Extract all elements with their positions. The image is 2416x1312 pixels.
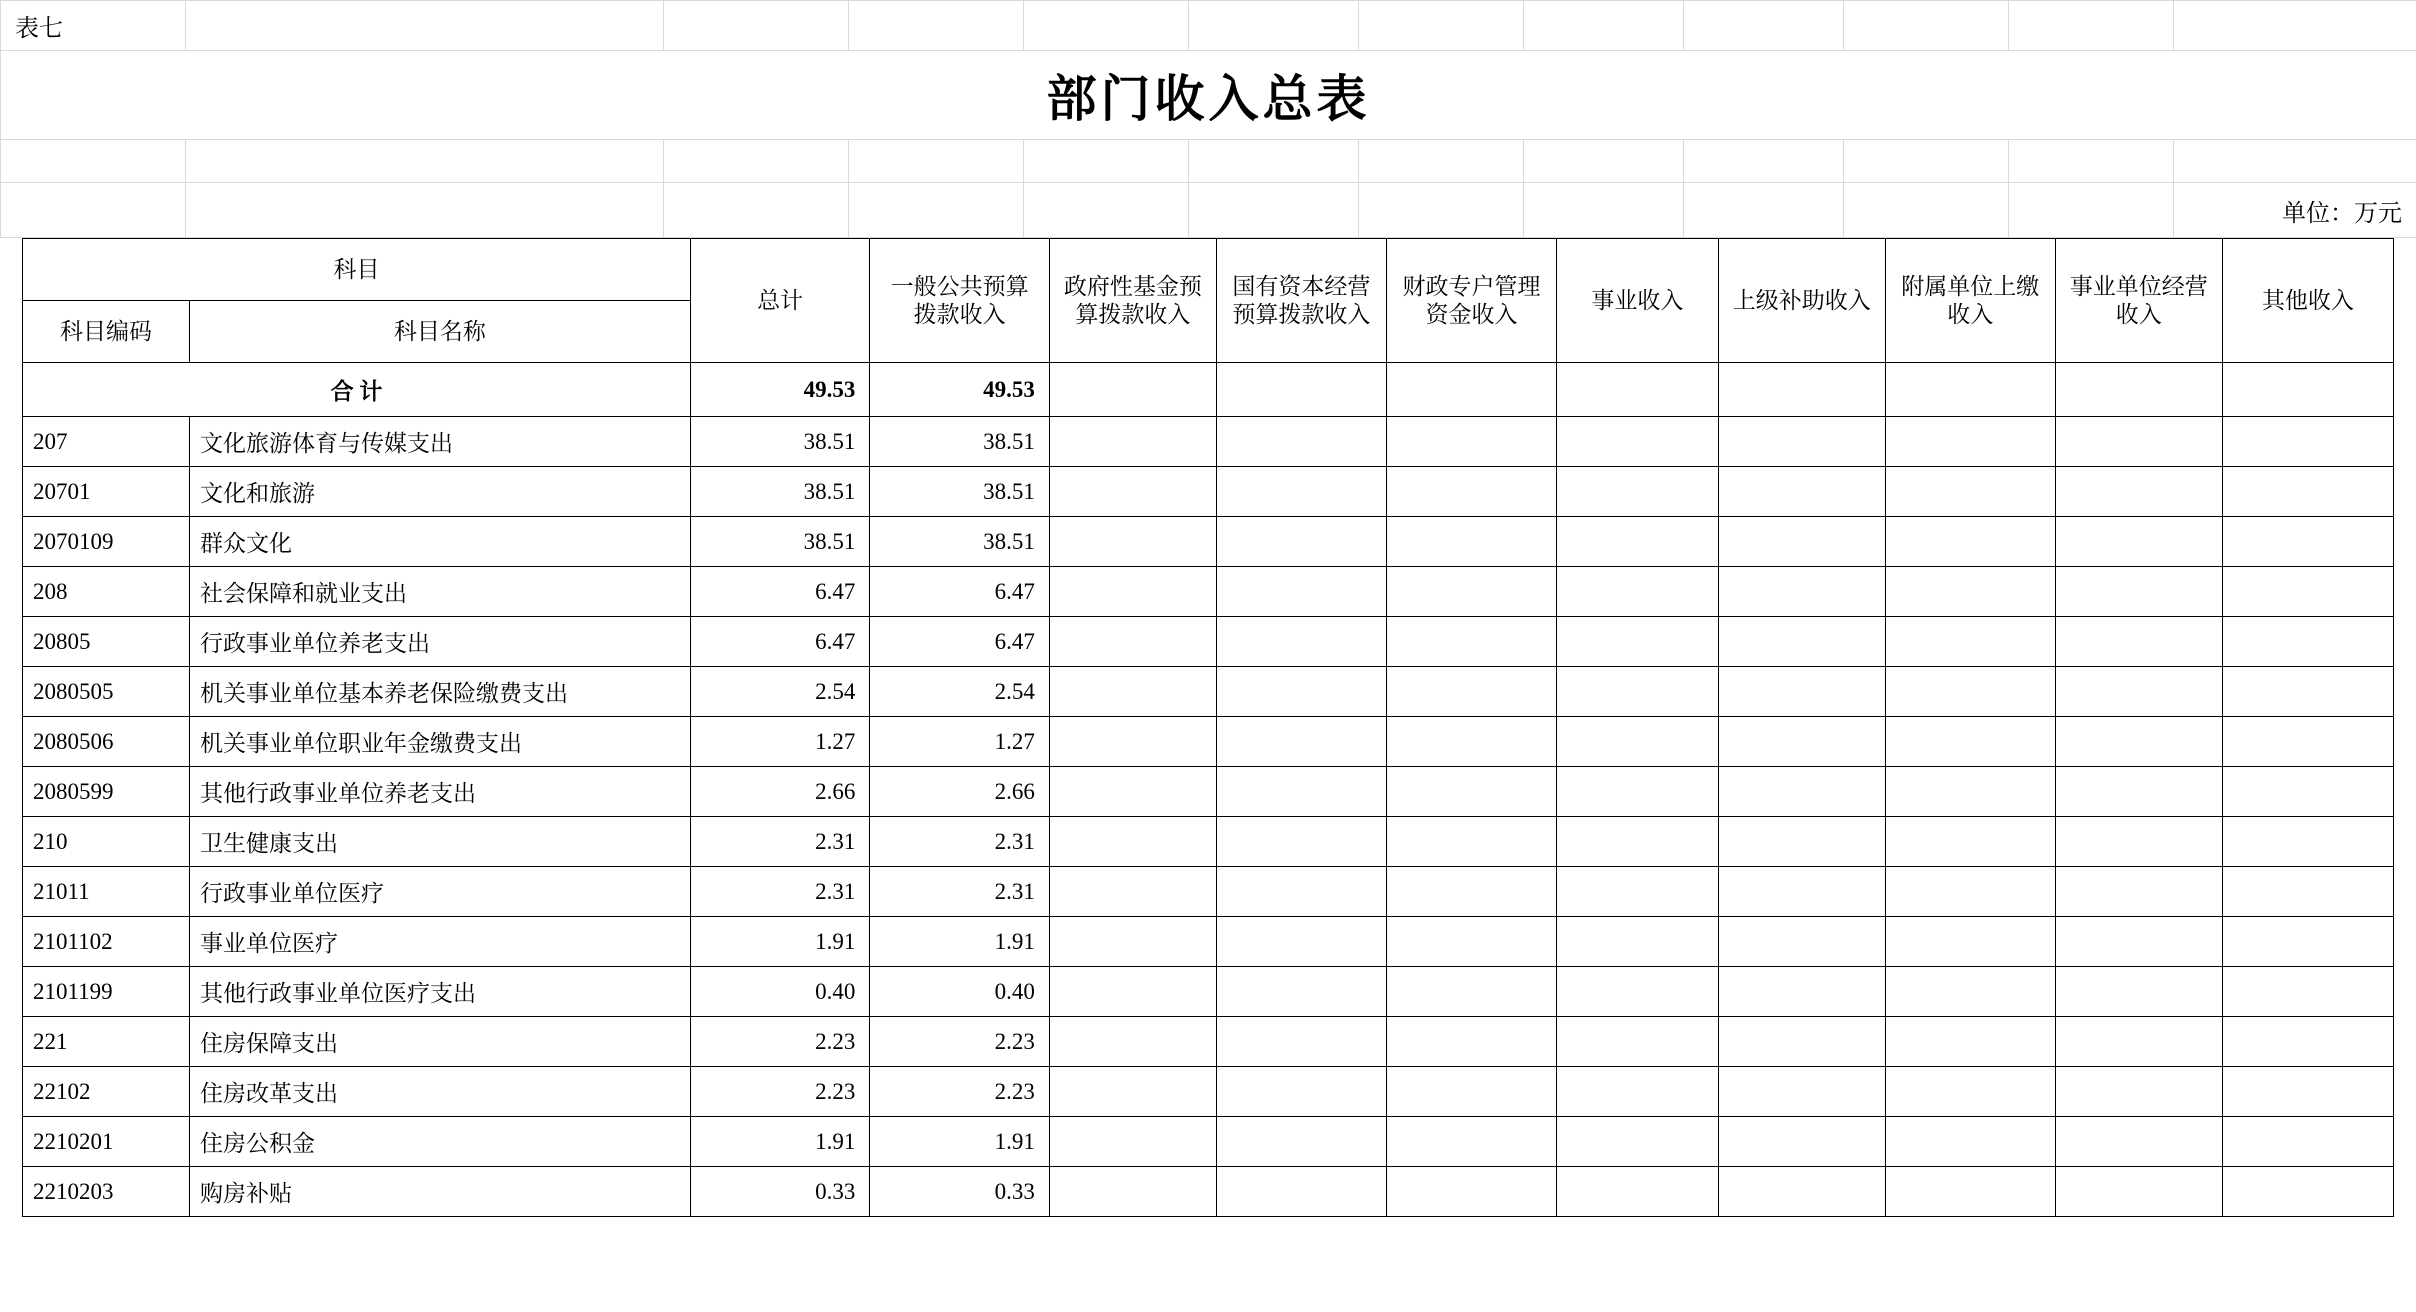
cell-subordinate-paid <box>1885 817 2055 867</box>
cell-superior-subsidy <box>1718 517 1885 567</box>
table-row <box>23 1017 2394 1067</box>
cell-total: 1.91 <box>690 917 869 967</box>
grid-cell <box>849 183 1024 238</box>
unit-row <box>1 183 2416 238</box>
cell-state-capital <box>1216 967 1386 1017</box>
cell-other-income <box>2222 867 2393 917</box>
cell-subject-name: 机关事业单位基本养老保险缴费支出 <box>189 667 690 717</box>
cell-superior-subsidy <box>1718 617 1885 667</box>
header-grid-band <box>0 0 2416 238</box>
cell-business-operation <box>2055 767 2222 817</box>
table-row <box>23 767 2394 817</box>
cell-special-account <box>1386 567 1556 617</box>
column-header-general-public-budget: 一般公共预算拨款收入 <box>870 239 1049 363</box>
cell-business-operation <box>2055 1017 2222 1067</box>
cell-general-public: 1.91 <box>870 917 1049 967</box>
cell-gov-fund <box>1049 817 1216 867</box>
cell-general-public: 1.91 <box>870 1117 1049 1167</box>
cell-superior-subsidy <box>1718 667 1885 717</box>
grid-cell <box>1189 183 1359 238</box>
cell-subject-code: 210 <box>23 817 190 867</box>
cell-business-operation <box>2055 467 2222 517</box>
cell-subordinate-paid <box>1885 1017 2055 1067</box>
cell-general-public: 0.33 <box>870 1167 1049 1217</box>
cell-subordinate-paid <box>1885 1067 2055 1117</box>
total-value-business-income <box>1557 363 1719 417</box>
cell-general-public: 1.27 <box>870 717 1049 767</box>
table-row <box>23 867 2394 917</box>
cell-state-capital <box>1216 667 1386 717</box>
cell-business-operation <box>2055 667 2222 717</box>
cell-superior-subsidy <box>1718 867 1885 917</box>
cell-business-income <box>1557 1167 1719 1217</box>
grid-cell <box>1684 139 1844 183</box>
grid-cell <box>849 139 1024 183</box>
grid-cell <box>186 1 664 51</box>
cell-gov-fund <box>1049 717 1216 767</box>
cell-subject-name: 文化和旅游 <box>189 467 690 517</box>
cell-general-public: 2.54 <box>870 667 1049 717</box>
cell-business-income <box>1557 567 1719 617</box>
cell-gov-fund <box>1049 867 1216 917</box>
cell-subject-name: 住房保障支出 <box>189 1017 690 1067</box>
cell-subject-name: 其他行政事业单位养老支出 <box>189 767 690 817</box>
cell-subject-code: 2080506 <box>23 717 190 767</box>
cell-other-income <box>2222 617 2393 667</box>
cell-business-income <box>1557 817 1719 867</box>
column-header-special-account-funds: 财政专户管理资金收入 <box>1386 239 1556 363</box>
spacer-row <box>1 139 2416 183</box>
table-row <box>23 967 2394 1017</box>
cell-business-operation <box>2055 1067 2222 1117</box>
cell-general-public: 38.51 <box>870 467 1049 517</box>
cell-state-capital <box>1216 817 1386 867</box>
cell-superior-subsidy <box>1718 967 1885 1017</box>
cell-other-income <box>2222 1117 2393 1167</box>
cell-special-account <box>1386 517 1556 567</box>
table-row <box>23 1117 2394 1167</box>
grid-cell <box>186 183 664 238</box>
cell-gov-fund <box>1049 917 1216 967</box>
cell-business-operation <box>2055 567 2222 617</box>
table-row <box>23 467 2394 517</box>
cell-state-capital <box>1216 567 1386 617</box>
cell-subject-code: 22102 <box>23 1067 190 1117</box>
cell-general-public: 6.47 <box>870 567 1049 617</box>
cell-state-capital <box>1216 517 1386 567</box>
total-value-other-income <box>2222 363 2393 417</box>
cell-subject-code: 20701 <box>23 467 190 517</box>
cell-general-public: 38.51 <box>870 417 1049 467</box>
cell-superior-subsidy <box>1718 1167 1885 1217</box>
grid-cell <box>1844 183 2009 238</box>
cell-total: 2.23 <box>690 1067 869 1117</box>
cell-special-account <box>1386 667 1556 717</box>
cell-state-capital <box>1216 1167 1386 1217</box>
total-value-special-account <box>1386 363 1556 417</box>
cell-superior-subsidy <box>1718 467 1885 517</box>
cell-business-income <box>1557 1067 1719 1117</box>
table-header <box>23 239 2394 363</box>
table-body <box>23 363 2394 1217</box>
grid-cell <box>664 183 849 238</box>
cell-total: 0.33 <box>690 1167 869 1217</box>
unit-note: 单位：万元 <box>2174 183 2416 238</box>
cell-general-public: 2.23 <box>870 1017 1049 1067</box>
cell-business-operation <box>2055 867 2222 917</box>
cell-superior-subsidy <box>1718 417 1885 467</box>
cell-business-income <box>1557 967 1719 1017</box>
cell-subject-name: 机关事业单位职业年金缴费支出 <box>189 717 690 767</box>
grid-cell <box>1359 183 1524 238</box>
cell-business-operation <box>2055 417 2222 467</box>
column-header-subject-name: 科目名称 <box>189 301 690 363</box>
cell-subordinate-paid <box>1885 467 2055 517</box>
header-row-top <box>23 239 2394 301</box>
cell-subordinate-paid <box>1885 667 2055 717</box>
cell-subject-name: 行政事业单位医疗 <box>189 867 690 917</box>
cell-special-account <box>1386 467 1556 517</box>
column-header-subject-group: 科目 <box>23 239 691 301</box>
cell-business-operation <box>2055 1117 2222 1167</box>
grid-cell <box>1189 1 1359 51</box>
cell-subordinate-paid <box>1885 617 2055 667</box>
grid-cell <box>1 183 186 238</box>
column-header-gov-fund-budget: 政府性基金预算拨款收入 <box>1049 239 1216 363</box>
cell-general-public: 2.23 <box>870 1067 1049 1117</box>
cell-subject-code: 2101102 <box>23 917 190 967</box>
cell-general-public: 2.31 <box>870 817 1049 867</box>
cell-business-income <box>1557 667 1719 717</box>
cell-gov-fund <box>1049 467 1216 517</box>
total-value-total: 49.53 <box>690 363 869 417</box>
cell-subordinate-paid <box>1885 867 2055 917</box>
table-row <box>23 567 2394 617</box>
cell-general-public: 2.66 <box>870 767 1049 817</box>
cell-subordinate-paid <box>1885 517 2055 567</box>
cell-gov-fund <box>1049 967 1216 1017</box>
cell-other-income <box>2222 767 2393 817</box>
table-row <box>23 417 2394 467</box>
cell-subject-code: 2210201 <box>23 1117 190 1167</box>
cell-other-income <box>2222 517 2393 567</box>
column-header-subject-code: 科目编码 <box>23 301 190 363</box>
cell-subject-name: 行政事业单位养老支出 <box>189 617 690 667</box>
cell-business-operation <box>2055 717 2222 767</box>
cell-subject-name: 文化旅游体育与传媒支出 <box>189 417 690 467</box>
cell-superior-subsidy <box>1718 1067 1885 1117</box>
cell-special-account <box>1386 1167 1556 1217</box>
grid-cell <box>664 139 849 183</box>
cell-special-account <box>1386 817 1556 867</box>
cell-subordinate-paid <box>1885 1117 2055 1167</box>
column-header-business-operation-income: 事业单位经营收入 <box>2055 239 2222 363</box>
table-row <box>23 917 2394 967</box>
cell-business-income <box>1557 617 1719 667</box>
cell-superior-subsidy <box>1718 917 1885 967</box>
cell-total: 38.51 <box>690 467 869 517</box>
cell-subordinate-paid <box>1885 917 2055 967</box>
total-value-state-capital <box>1216 363 1386 417</box>
cell-subject-code: 2070109 <box>23 517 190 567</box>
cell-business-income <box>1557 1117 1719 1167</box>
cell-subordinate-paid <box>1885 567 2055 617</box>
cell-business-operation <box>2055 617 2222 667</box>
table-row <box>23 1167 2394 1217</box>
grid-cell <box>1844 139 2009 183</box>
cell-total: 2.66 <box>690 767 869 817</box>
grid-cell <box>1684 1 1844 51</box>
cell-subject-code: 21011 <box>23 867 190 917</box>
cell-total: 6.47 <box>690 617 869 667</box>
grid-cell <box>186 139 664 183</box>
cell-superior-subsidy <box>1718 1017 1885 1067</box>
grid-cell <box>1 139 186 183</box>
cell-subject-name: 住房公积金 <box>189 1117 690 1167</box>
total-label: 合 计 <box>23 363 691 417</box>
cell-subject-name: 社会保障和就业支出 <box>189 567 690 617</box>
grid-cell <box>1189 139 1359 183</box>
cell-total: 38.51 <box>690 517 869 567</box>
cell-special-account <box>1386 1067 1556 1117</box>
page-title: 部门收入总表 <box>1 51 2416 139</box>
cell-business-operation <box>2055 517 2222 567</box>
cell-general-public: 2.31 <box>870 867 1049 917</box>
cell-subject-name: 住房改革支出 <box>189 1067 690 1117</box>
cell-subject-name: 群众文化 <box>189 517 690 567</box>
total-value-general-public: 49.53 <box>870 363 1049 417</box>
cell-other-income <box>2222 917 2393 967</box>
cell-other-income <box>2222 967 2393 1017</box>
cell-business-operation <box>2055 1167 2222 1217</box>
cell-superior-subsidy <box>1718 717 1885 767</box>
cell-total: 1.91 <box>690 1117 869 1167</box>
total-value-subordinate-paid <box>1885 363 2055 417</box>
cell-business-operation <box>2055 967 2222 1017</box>
grid-cell <box>664 1 849 51</box>
cell-business-income <box>1557 1017 1719 1067</box>
cell-gov-fund <box>1049 517 1216 567</box>
table-row <box>23 1067 2394 1117</box>
total-value-superior-subsidy <box>1718 363 1885 417</box>
total-value-business-operation <box>2055 363 2222 417</box>
cell-subject-code: 2080505 <box>23 667 190 717</box>
cell-superior-subsidy <box>1718 567 1885 617</box>
sheet-tag: 表七 <box>1 1 186 51</box>
cell-business-operation <box>2055 817 2222 867</box>
cell-superior-subsidy <box>1718 767 1885 817</box>
title-row <box>1 51 2416 139</box>
grid-cell <box>1524 183 1684 238</box>
cell-total: 2.31 <box>690 867 869 917</box>
cell-superior-subsidy <box>1718 1117 1885 1167</box>
budget-income-table <box>22 238 2394 1217</box>
cell-total: 38.51 <box>690 417 869 467</box>
table-row <box>23 667 2394 717</box>
column-header-business-income: 事业收入 <box>1557 239 1719 363</box>
grid-cell <box>2009 1 2174 51</box>
cell-total: 0.40 <box>690 967 869 1017</box>
cell-state-capital <box>1216 1117 1386 1167</box>
cell-gov-fund <box>1049 1167 1216 1217</box>
cell-business-income <box>1557 767 1719 817</box>
column-header-other-income: 其他收入 <box>2222 239 2393 363</box>
cell-general-public: 6.47 <box>870 617 1049 667</box>
cell-state-capital <box>1216 917 1386 967</box>
cell-other-income <box>2222 1167 2393 1217</box>
cell-gov-fund <box>1049 667 1216 717</box>
grid-cell <box>1524 1 1684 51</box>
cell-business-income <box>1557 467 1719 517</box>
cell-state-capital <box>1216 767 1386 817</box>
column-header-total: 总计 <box>690 239 869 363</box>
cell-subject-code: 20805 <box>23 617 190 667</box>
cell-state-capital <box>1216 467 1386 517</box>
cell-other-income <box>2222 1067 2393 1117</box>
cell-subordinate-paid <box>1885 767 2055 817</box>
cell-state-capital <box>1216 1067 1386 1117</box>
cell-special-account <box>1386 417 1556 467</box>
cell-general-public: 38.51 <box>870 517 1049 567</box>
cell-other-income <box>2222 717 2393 767</box>
grid-cell <box>1024 139 1189 183</box>
cell-gov-fund <box>1049 417 1216 467</box>
table-row <box>23 617 2394 667</box>
table-total-row <box>23 363 2394 417</box>
table-row <box>23 717 2394 767</box>
cell-gov-fund <box>1049 617 1216 667</box>
cell-business-income <box>1557 517 1719 567</box>
cell-special-account <box>1386 767 1556 817</box>
cell-state-capital <box>1216 617 1386 667</box>
cell-special-account <box>1386 1117 1556 1167</box>
column-header-superior-subsidy: 上级补助收入 <box>1718 239 1885 363</box>
cell-subject-code: 207 <box>23 417 190 467</box>
grid-cell <box>1024 183 1189 238</box>
cell-total: 1.27 <box>690 717 869 767</box>
cell-state-capital <box>1216 1017 1386 1067</box>
table-row <box>23 817 2394 867</box>
cell-other-income <box>2222 1017 2393 1067</box>
cell-other-income <box>2222 417 2393 467</box>
column-header-subordinate-payment: 附属单位上缴收入 <box>1885 239 2055 363</box>
cell-subject-name: 事业单位医疗 <box>189 917 690 967</box>
column-header-state-capital-budget: 国有资本经营预算拨款收入 <box>1216 239 1386 363</box>
grid-cell <box>1359 1 1524 51</box>
cell-special-account <box>1386 967 1556 1017</box>
cell-subject-name: 其他行政事业单位医疗支出 <box>189 967 690 1017</box>
cell-business-income <box>1557 917 1719 967</box>
grid-cell <box>2009 183 2174 238</box>
cell-subject-code: 2101199 <box>23 967 190 1017</box>
cell-subject-code: 221 <box>23 1017 190 1067</box>
cell-superior-subsidy <box>1718 817 1885 867</box>
cell-business-income <box>1557 417 1719 467</box>
cell-business-income <box>1557 867 1719 917</box>
cell-state-capital <box>1216 417 1386 467</box>
cell-subject-code: 2080599 <box>23 767 190 817</box>
cell-subordinate-paid <box>1885 1167 2055 1217</box>
cell-subordinate-paid <box>1885 417 2055 467</box>
cell-total: 2.54 <box>690 667 869 717</box>
cell-state-capital <box>1216 867 1386 917</box>
cell-subject-name: 购房补贴 <box>189 1167 690 1217</box>
cell-subject-name: 卫生健康支出 <box>189 817 690 867</box>
grid-cell <box>1844 1 2009 51</box>
cell-special-account <box>1386 617 1556 667</box>
grid-cell <box>2174 139 2416 183</box>
cell-total: 2.31 <box>690 817 869 867</box>
cell-gov-fund <box>1049 767 1216 817</box>
cell-other-income <box>2222 817 2393 867</box>
cell-other-income <box>2222 467 2393 517</box>
cell-subject-code: 2210203 <box>23 1167 190 1217</box>
cell-subordinate-paid <box>1885 967 2055 1017</box>
grid-cell <box>1524 139 1684 183</box>
grid-cell <box>2009 139 2174 183</box>
cell-special-account <box>1386 717 1556 767</box>
grid-cell <box>2174 1 2416 51</box>
cell-subject-code: 208 <box>23 567 190 617</box>
total-value-gov-fund <box>1049 363 1216 417</box>
cell-business-operation <box>2055 917 2222 967</box>
grid-cell <box>849 1 1024 51</box>
cell-special-account <box>1386 917 1556 967</box>
table-row <box>23 517 2394 567</box>
cell-special-account <box>1386 867 1556 917</box>
cell-business-income <box>1557 717 1719 767</box>
cell-subordinate-paid <box>1885 717 2055 767</box>
grid-cell <box>1684 183 1844 238</box>
grid-cell <box>1359 139 1524 183</box>
cell-other-income <box>2222 567 2393 617</box>
cell-total: 2.23 <box>690 1017 869 1067</box>
sheet-tag-row <box>1 1 2416 51</box>
cell-gov-fund <box>1049 1067 1216 1117</box>
cell-special-account <box>1386 1017 1556 1067</box>
cell-state-capital <box>1216 717 1386 767</box>
cell-general-public: 0.40 <box>870 967 1049 1017</box>
cell-total: 6.47 <box>690 567 869 617</box>
cell-gov-fund <box>1049 1117 1216 1167</box>
cell-gov-fund <box>1049 1017 1216 1067</box>
grid-cell <box>1024 1 1189 51</box>
cell-other-income <box>2222 667 2393 717</box>
cell-gov-fund <box>1049 567 1216 617</box>
